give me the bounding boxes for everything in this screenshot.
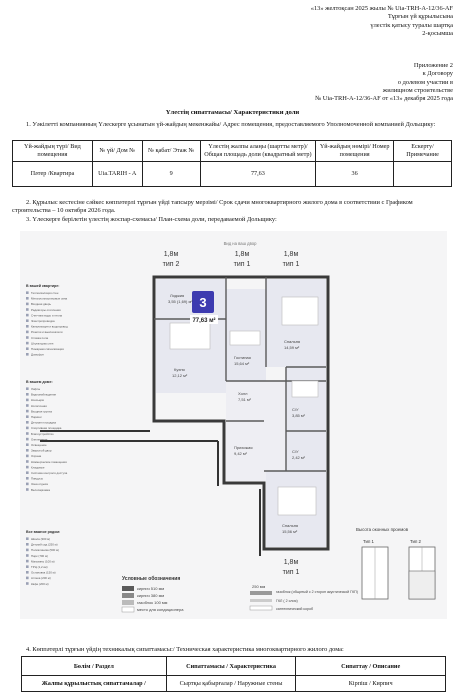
header-kz bbox=[203, 5, 453, 38]
room-hall bbox=[226, 381, 286, 421]
check-icon bbox=[26, 342, 29, 345]
check-icon bbox=[26, 415, 29, 418]
section-title: Үлестің сипаттамасы/ Характеристики доли bbox=[165, 109, 300, 116]
sidebar-item: Входная дверь bbox=[31, 302, 52, 307]
table-header-row bbox=[22, 657, 446, 676]
kitchen-table-icon bbox=[170, 323, 210, 349]
legend-swatch bbox=[250, 591, 272, 595]
check-icon bbox=[26, 303, 29, 306]
window-height: 1,8м bbox=[283, 251, 299, 258]
check-icon bbox=[26, 438, 29, 441]
table-cell: 9 bbox=[142, 162, 200, 187]
sidebar-item: Электропроводка bbox=[31, 319, 55, 323]
room-name: Кухня bbox=[174, 367, 185, 372]
rooms-count: 3 bbox=[199, 295, 207, 310]
sofa-icon bbox=[230, 331, 260, 345]
table-header-cell: Сипаттау / Описание bbox=[296, 657, 446, 676]
check-icon bbox=[26, 297, 29, 300]
check-icon bbox=[26, 477, 29, 480]
window-type: тип 1 bbox=[233, 261, 251, 268]
sidebar-item: Консьерж bbox=[31, 398, 44, 403]
header-kz-line: «13» желтоқсан 2025 жылы № Uia-TRH-A-12/36-AF bbox=[310, 5, 453, 12]
paragraph-1: 1. Уәкілетті компанияның Үлескерге ұсынатын үй-жайдың мекенжайы/ Адрес помещения, предоставляемого Уполномоченной компанией Дольщику: bbox=[26, 121, 436, 128]
header-ru-line: № Uia-TRH-A-12/36-AF от «13» декабря 2025 года bbox=[315, 95, 453, 103]
room-name: Прихожая bbox=[234, 445, 253, 450]
paragraph-3: 3. Үлескерге берілетін үлестің жоспар-схемасы/ План-схема доли, передаваемой Дольщику: bbox=[26, 216, 277, 223]
sidebar-item: Металлопластиковые окна bbox=[31, 296, 68, 301]
legend-item: газоблок 100 мм bbox=[137, 600, 168, 605]
sidebar-item: Штукатурка стен bbox=[31, 341, 54, 346]
table-cell: Пәтер /Квартира bbox=[13, 162, 93, 187]
sidebar-item: Радиаторы отопления bbox=[31, 307, 61, 312]
sidebar-item: Детский сад (250 м) bbox=[31, 542, 58, 547]
apartment-table bbox=[12, 140, 452, 187]
legend-item: кирпич 380 мм bbox=[137, 593, 165, 598]
sidebar-item: Аптека (200 м) bbox=[31, 576, 51, 581]
sidebar-item: Лифты bbox=[31, 387, 41, 391]
window-type: тип 2 bbox=[162, 261, 180, 268]
room-area: 2,42 м² bbox=[292, 455, 305, 460]
check-icon bbox=[26, 466, 29, 469]
room-name: Гостиная bbox=[234, 355, 251, 360]
table-row bbox=[13, 162, 452, 187]
sidebar-item: Закрытый двор bbox=[31, 448, 52, 453]
table-cell: 36 bbox=[316, 162, 394, 187]
bathtub-icon bbox=[292, 381, 318, 397]
table-header-cell: № қабат/ Этаж № bbox=[142, 141, 200, 162]
sidebar-item: Детская площадка bbox=[31, 420, 57, 425]
sidebar-item: ТРЦ (1,2 км) bbox=[31, 565, 48, 569]
sidebar-head-2: В вашем доме: bbox=[26, 380, 53, 384]
check-icon bbox=[26, 308, 29, 311]
check-icon bbox=[26, 560, 29, 563]
table-header-cell: Үлестің жалпы алаңы (шартты метр)/ Общая площадь доли (квадратный метр) bbox=[200, 141, 316, 162]
room-area: 12,12 м² bbox=[172, 373, 188, 378]
check-icon bbox=[26, 336, 29, 339]
tech-table bbox=[21, 656, 446, 692]
sidebar-item: Входная группа bbox=[31, 409, 52, 414]
bed-icon bbox=[282, 297, 318, 325]
check-icon bbox=[26, 410, 29, 413]
sidebar-item: Видеонаблюдение bbox=[31, 392, 57, 397]
sidebar-item: Стяжка пола bbox=[31, 335, 49, 340]
table-header-cell: Сипаттамасы / Характеристика bbox=[166, 657, 296, 676]
legend bbox=[122, 575, 358, 612]
window-height: 1,8м bbox=[234, 251, 250, 258]
check-icon bbox=[26, 565, 29, 568]
table-header-cell: Ескерту/ Примечание bbox=[394, 141, 452, 162]
sidebar-item: Колясочная bbox=[31, 403, 47, 408]
sidebar-item: Велопарковка bbox=[31, 487, 50, 492]
sidebar-item: Кладовые bbox=[31, 465, 45, 470]
check-icon bbox=[26, 325, 29, 328]
check-icon bbox=[26, 460, 29, 463]
legend-swatch bbox=[122, 607, 134, 612]
sidebar-item: Канализация и водопровод bbox=[31, 324, 68, 329]
check-icon bbox=[26, 471, 29, 474]
check-icon bbox=[26, 331, 29, 334]
check-icon bbox=[26, 554, 29, 557]
check-icon bbox=[26, 549, 29, 552]
sidebar-item: Школа (300 м) bbox=[31, 537, 51, 541]
check-icon bbox=[26, 291, 29, 294]
table-cell: Сыртқы қабырғалар / Наружные стены bbox=[166, 676, 296, 692]
legend-item: газоблок (общитый с 2 сторон акустической ГКП) bbox=[276, 590, 358, 594]
table-header-cell: № үй/ Дом № bbox=[92, 141, 142, 162]
check-icon bbox=[26, 577, 29, 580]
room-area: 14,59 м² bbox=[284, 345, 300, 350]
table-header-row bbox=[13, 141, 452, 162]
check-icon bbox=[26, 404, 29, 407]
check-icon bbox=[26, 488, 29, 491]
sidebar-item: Теплоизоляция стен bbox=[31, 291, 59, 295]
window-type: тип 1 bbox=[282, 569, 300, 576]
header-ru-line: Приложение 2 bbox=[413, 62, 453, 69]
sidebar-item: Остановка (150 м) bbox=[31, 570, 56, 575]
room-area: 7,51 м² bbox=[238, 397, 251, 402]
legend-item: сантехнический короб bbox=[276, 607, 314, 611]
sidebar-item: Пандусы bbox=[31, 476, 43, 481]
window-height: 1,8м bbox=[283, 559, 299, 566]
room-name: Спальня bbox=[282, 523, 299, 528]
check-icon bbox=[26, 543, 29, 546]
table-cell: Жалпы құрылыстық сипаттамалар / bbox=[22, 676, 167, 692]
check-icon bbox=[26, 347, 29, 350]
check-icon bbox=[26, 427, 29, 430]
sidebar-item: Зона отдыха bbox=[31, 482, 48, 487]
windows-diagram bbox=[356, 527, 435, 599]
check-icon bbox=[26, 571, 29, 574]
table-cell: 77,63 bbox=[200, 162, 316, 187]
room-bathroom-1 bbox=[286, 367, 326, 431]
paragraph-4: 4. Көппәтерлі тұрғын үйдің техникалық сипаттамасы:/ Техническая характеристика многоквартирного жилого дома: bbox=[26, 646, 344, 653]
sidebar-item: Спортивная площадка bbox=[31, 426, 62, 431]
check-icon bbox=[26, 319, 29, 322]
check-icon bbox=[26, 582, 29, 585]
sidebar-item: Поликлиника (500 м) bbox=[31, 548, 60, 553]
sidebar-item: Парк (700 м) bbox=[31, 553, 48, 558]
sidebar-item: Система контроля доступа bbox=[31, 471, 68, 475]
rooms-badge bbox=[190, 291, 218, 324]
total-area: 77,63 м² bbox=[192, 318, 216, 324]
legend-title: Условные обозначения bbox=[122, 576, 181, 582]
room-name: Спальня bbox=[284, 339, 301, 344]
sidebar-item: Охрана bbox=[31, 454, 42, 459]
table-row bbox=[22, 676, 446, 692]
room-area: 3,85 м² bbox=[292, 413, 305, 418]
floor-plan bbox=[20, 231, 447, 619]
header-ru-line: к Договору bbox=[422, 70, 453, 78]
header-kz-line: Тұрғын үй құрылысына bbox=[387, 13, 453, 21]
room-name: Холл bbox=[238, 391, 248, 396]
header-kz-line: 2-қосымша bbox=[422, 29, 453, 37]
legend-dimension: 250 мм bbox=[252, 584, 266, 589]
check-icon bbox=[26, 537, 29, 540]
check-icon bbox=[26, 314, 29, 317]
window-height: 1,8м bbox=[163, 251, 179, 258]
legend-swatch bbox=[250, 606, 272, 610]
legend-item: ГКЛ ( 2 слоя) bbox=[276, 599, 298, 603]
check-icon bbox=[26, 455, 29, 458]
check-icon bbox=[26, 449, 29, 452]
room-name: Лоджия bbox=[170, 293, 185, 298]
sidebar-item: Освещение bbox=[31, 443, 47, 447]
check-icon bbox=[26, 387, 29, 390]
sidebar-item: Пожарная сигнализация bbox=[31, 347, 64, 351]
sidebar-item: Розетки и выключатели bbox=[31, 330, 63, 335]
sidebar-item: Озеленение bbox=[31, 437, 48, 442]
table-cell: Uia.TARIH - A bbox=[92, 162, 142, 187]
sidebar-item: Кафе (200 м) bbox=[31, 581, 49, 586]
check-icon bbox=[26, 483, 29, 486]
room-area: 15,56 м² bbox=[282, 529, 298, 534]
legend-item: место для кондиционера bbox=[137, 607, 184, 612]
apartment-outline bbox=[40, 277, 328, 556]
window-type-label: Тип 2 bbox=[410, 539, 421, 544]
sidebar-head-1: В вашей квартире: bbox=[26, 284, 60, 288]
legend-item: кирпич 510 мм bbox=[137, 586, 165, 591]
room-name: С/У bbox=[292, 407, 299, 412]
view-label: Вид на ваш двор bbox=[223, 241, 257, 246]
bed-icon bbox=[278, 487, 316, 515]
room-area: 3,55 (1,69) м² bbox=[168, 299, 193, 304]
sidebar-item: Коммерческие помещения bbox=[31, 459, 67, 464]
header-ru-line: о долевом участии в bbox=[397, 78, 453, 86]
room-area: 9,42 м² bbox=[234, 451, 247, 456]
table-cell bbox=[394, 162, 452, 187]
table-header-cell: Үй-жайдың нөмірі/ Номер помещения bbox=[316, 141, 394, 162]
sidebar-item: Домофон bbox=[31, 352, 44, 357]
paragraph-2: 2. Құрылыс кестесіне сәйкес көппәтерлі тұрғын үйді тапсыру мерзімі/ Срок сдачи многоквартирного жилого дома в соответствии с Графиком строительства – 10 октября 2026 года. bbox=[12, 199, 413, 215]
window-type-label: Тип 1 bbox=[363, 539, 374, 544]
room-area: 15,64 м² bbox=[234, 361, 250, 366]
check-icon bbox=[26, 393, 29, 396]
legend-swatch bbox=[122, 600, 134, 605]
windows-title: Высота оконных проемов bbox=[356, 527, 409, 532]
legend-swatch bbox=[122, 586, 134, 591]
check-icon bbox=[26, 353, 29, 356]
check-icon bbox=[26, 421, 29, 424]
room-name: С/У bbox=[292, 449, 299, 454]
table-header-cell: Бөлім / Раздел bbox=[22, 657, 167, 676]
legend-swatch bbox=[250, 599, 272, 602]
window-type: тип 1 bbox=[282, 261, 300, 268]
check-icon bbox=[26, 443, 29, 446]
sidebar-item: Паркинг bbox=[31, 415, 42, 419]
sidebar-item: Благоустройство bbox=[31, 431, 54, 436]
header-ru-line: жилищном строительстве bbox=[382, 86, 453, 94]
sidebar-head-3: Все важное рядом: bbox=[26, 530, 61, 534]
table-cell: Кірпіш / Кирпич bbox=[296, 676, 446, 692]
check-icon bbox=[26, 399, 29, 402]
header-kz-line: үлестік қатысу туралы шартқа bbox=[370, 21, 453, 29]
legend-swatch bbox=[122, 593, 134, 598]
plan-sidebar bbox=[26, 284, 68, 586]
sidebar-item: Магазины (100 м) bbox=[31, 559, 55, 564]
sidebar-item: Счетчики воды и тепла bbox=[31, 313, 62, 318]
top-window-labels bbox=[163, 251, 300, 268]
check-icon bbox=[26, 432, 29, 435]
header-ru bbox=[203, 62, 453, 103]
table-header-cell: Үй-жайдың түрі/ Вид помещения bbox=[13, 141, 93, 162]
